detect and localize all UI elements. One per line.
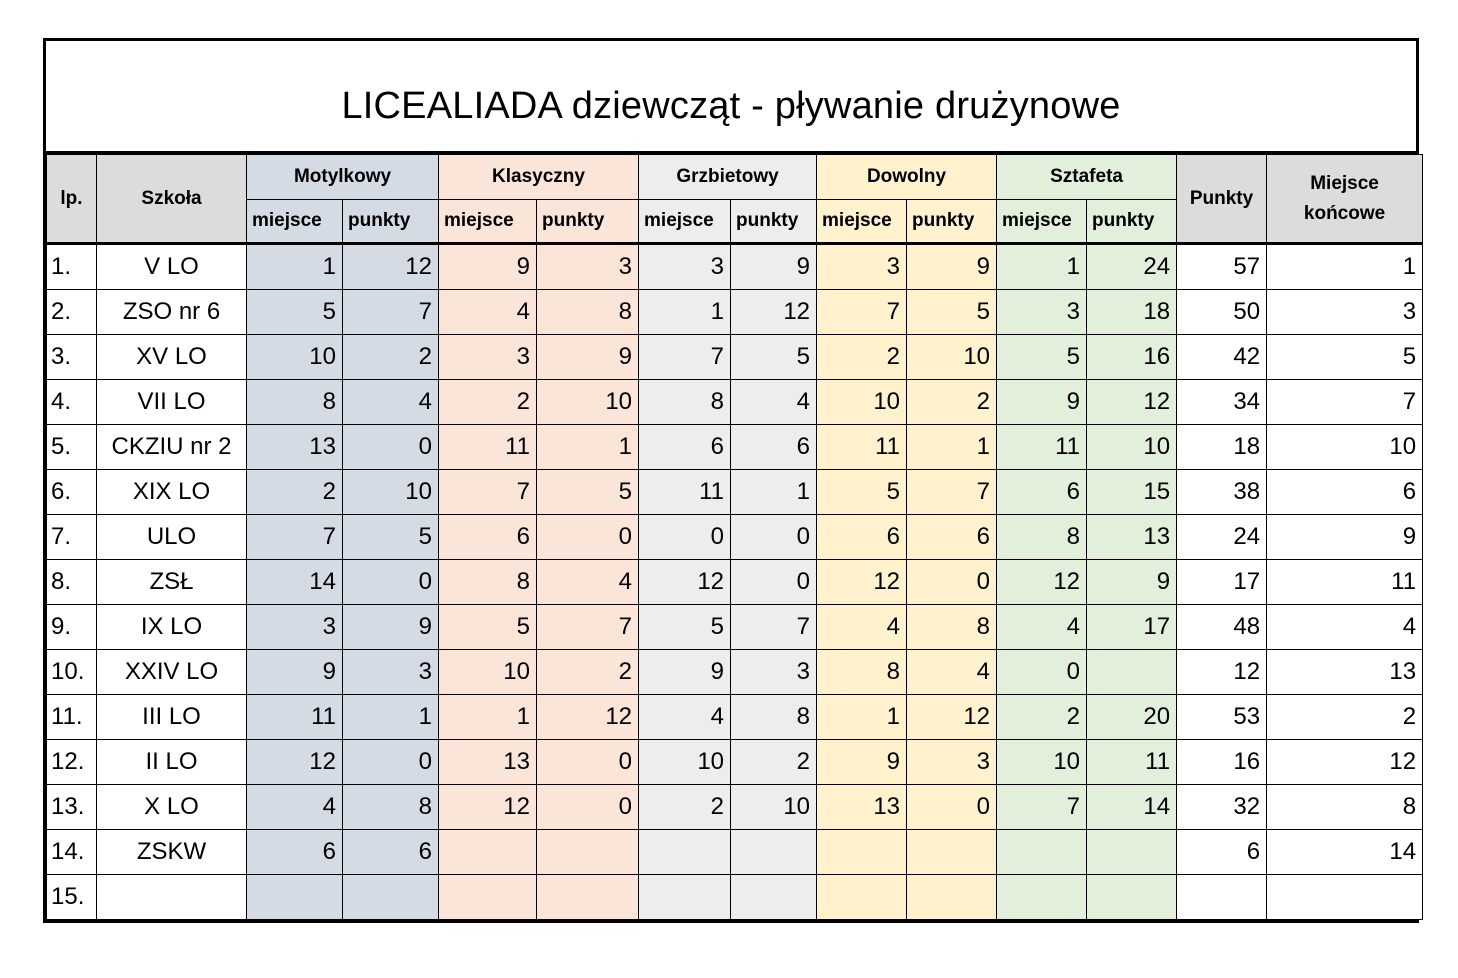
dowolny-place-cell: 10	[817, 380, 907, 425]
klasyczny-place-cell	[439, 875, 537, 920]
grzbietowy-place-cell: 7	[639, 335, 731, 380]
motylkowy-points-cell: 10	[343, 470, 439, 515]
sztafeta-place-cell: 12	[997, 560, 1087, 605]
grzbietowy-points-cell: 7	[731, 605, 817, 650]
sztafeta-place-cell: 5	[997, 335, 1087, 380]
klasyczny-place-cell: 3	[439, 335, 537, 380]
grzbietowy-place-cell: 5	[639, 605, 731, 650]
sztafeta-points-cell	[1087, 650, 1177, 695]
sztafeta-points-cell: 18	[1087, 290, 1177, 335]
motylkowy-place-cell: 11	[247, 695, 343, 740]
klasyczny-points-cell: 10	[537, 380, 639, 425]
row-number: 10.	[47, 650, 97, 695]
klasyczny-points-cell: 8	[537, 290, 639, 335]
total-points-cell: 57	[1177, 244, 1267, 290]
dowolny-place-cell: 3	[817, 244, 907, 290]
row-number: 9.	[47, 605, 97, 650]
header-points-sub: punkty	[343, 200, 439, 244]
dowolny-place-cell: 9	[817, 740, 907, 785]
sztafeta-points-cell: 20	[1087, 695, 1177, 740]
klasyczny-place-cell: 5	[439, 605, 537, 650]
sztafeta-place-cell: 11	[997, 425, 1087, 470]
total-points-cell: 17	[1177, 560, 1267, 605]
grzbietowy-place-cell: 9	[639, 650, 731, 695]
klasyczny-place-cell: 7	[439, 470, 537, 515]
dowolny-place-cell: 7	[817, 290, 907, 335]
table-row	[47, 515, 1423, 560]
sztafeta-place-cell: 4	[997, 605, 1087, 650]
klasyczny-points-cell: 1	[537, 425, 639, 470]
klasyczny-points-cell: 3	[537, 244, 639, 290]
results-table	[46, 154, 1423, 920]
sztafeta-points-cell: 10	[1087, 425, 1177, 470]
final-place-cell: 5	[1267, 335, 1423, 380]
dowolny-place-cell: 4	[817, 605, 907, 650]
header-points: Punkty	[1177, 155, 1267, 244]
dowolny-place-cell	[817, 830, 907, 875]
final-place-cell: 4	[1267, 605, 1423, 650]
dowolny-points-cell	[907, 830, 997, 875]
header-event: Motylkowy	[247, 155, 439, 200]
motylkowy-place-cell: 6	[247, 830, 343, 875]
row-number: 3.	[47, 335, 97, 380]
klasyczny-place-cell: 4	[439, 290, 537, 335]
motylkowy-place-cell: 12	[247, 740, 343, 785]
dowolny-points-cell: 7	[907, 470, 997, 515]
grzbietowy-place-cell: 10	[639, 740, 731, 785]
final-place-cell: 10	[1267, 425, 1423, 470]
dowolny-place-cell: 13	[817, 785, 907, 830]
table-row	[47, 335, 1423, 380]
klasyczny-points-cell	[537, 875, 639, 920]
grzbietowy-points-cell: 4	[731, 380, 817, 425]
dowolny-place-cell: 5	[817, 470, 907, 515]
header-points-sub: punkty	[731, 200, 817, 244]
header-event: Grzbietowy	[639, 155, 817, 200]
grzbietowy-place-cell: 4	[639, 695, 731, 740]
total-points-cell	[1177, 875, 1267, 920]
final-place-cell: 9	[1267, 515, 1423, 560]
dowolny-points-cell: 0	[907, 785, 997, 830]
school-name: XIX LO	[97, 470, 247, 515]
table-row	[47, 785, 1423, 830]
grzbietowy-points-cell: 10	[731, 785, 817, 830]
motylkowy-place-cell: 14	[247, 560, 343, 605]
dowolny-points-cell: 9	[907, 244, 997, 290]
final-place-cell: 12	[1267, 740, 1423, 785]
motylkowy-points-cell: 7	[343, 290, 439, 335]
row-number: 7.	[47, 515, 97, 560]
grzbietowy-points-cell: 2	[731, 740, 817, 785]
motylkowy-points-cell: 12	[343, 244, 439, 290]
header-place-sub: miejsce	[997, 200, 1087, 244]
school-name: III LO	[97, 695, 247, 740]
sztafeta-points-cell: 15	[1087, 470, 1177, 515]
motylkowy-points-cell: 1	[343, 695, 439, 740]
final-place-cell: 14	[1267, 830, 1423, 875]
sztafeta-place-cell: 10	[997, 740, 1087, 785]
dowolny-points-cell: 5	[907, 290, 997, 335]
final-place-cell: 2	[1267, 695, 1423, 740]
total-points-cell: 6	[1177, 830, 1267, 875]
motylkowy-place-cell: 13	[247, 425, 343, 470]
dowolny-points-cell: 8	[907, 605, 997, 650]
total-points-cell: 16	[1177, 740, 1267, 785]
row-number: 11.	[47, 695, 97, 740]
school-name: IX LO	[97, 605, 247, 650]
row-number: 4.	[47, 380, 97, 425]
grzbietowy-points-cell	[731, 875, 817, 920]
table-row	[47, 425, 1423, 470]
klasyczny-points-cell: 0	[537, 515, 639, 560]
sztafeta-points-cell: 24	[1087, 244, 1177, 290]
school-name: X LO	[97, 785, 247, 830]
grzbietowy-place-cell	[639, 830, 731, 875]
klasyczny-points-cell: 4	[537, 560, 639, 605]
dowolny-place-cell: 8	[817, 650, 907, 695]
results-sheet	[43, 38, 1419, 923]
sheet-title: LICEALIADA dziewcząt - pływanie drużynowe	[341, 84, 1121, 127]
sztafeta-points-cell: 17	[1087, 605, 1177, 650]
final-place-cell: 8	[1267, 785, 1423, 830]
motylkowy-points-cell: 9	[343, 605, 439, 650]
final-place-cell: 1	[1267, 244, 1423, 290]
sztafeta-points-cell	[1087, 830, 1177, 875]
total-points-cell: 53	[1177, 695, 1267, 740]
dowolny-place-cell	[817, 875, 907, 920]
dowolny-place-cell: 1	[817, 695, 907, 740]
school-name: CKZIU nr 2	[97, 425, 247, 470]
grzbietowy-points-cell: 5	[731, 335, 817, 380]
sztafeta-place-cell: 2	[997, 695, 1087, 740]
table-row	[47, 470, 1423, 515]
motylkowy-place-cell: 7	[247, 515, 343, 560]
klasyczny-points-cell: 0	[537, 785, 639, 830]
grzbietowy-place-cell: 6	[639, 425, 731, 470]
total-points-cell: 12	[1177, 650, 1267, 695]
row-number: 13.	[47, 785, 97, 830]
motylkowy-place-cell: 8	[247, 380, 343, 425]
klasyczny-points-cell: 5	[537, 470, 639, 515]
klasyczny-place-cell	[439, 830, 537, 875]
table-row	[47, 740, 1423, 785]
klasyczny-points-cell: 0	[537, 740, 639, 785]
total-points-cell: 18	[1177, 425, 1267, 470]
row-number: 8.	[47, 560, 97, 605]
total-points-cell: 34	[1177, 380, 1267, 425]
total-points-cell: 50	[1177, 290, 1267, 335]
motylkowy-place-cell	[247, 875, 343, 920]
dowolny-points-cell: 10	[907, 335, 997, 380]
klasyczny-place-cell: 13	[439, 740, 537, 785]
grzbietowy-place-cell: 8	[639, 380, 731, 425]
row-number: 6.	[47, 470, 97, 515]
header-final-place: Miejsce końcowe	[1267, 155, 1423, 244]
school-name: V LO	[97, 244, 247, 290]
header-place-sub: miejsce	[817, 200, 907, 244]
motylkowy-points-cell: 5	[343, 515, 439, 560]
klasyczny-place-cell: 11	[439, 425, 537, 470]
motylkowy-place-cell: 10	[247, 335, 343, 380]
header-event: Klasyczny	[439, 155, 639, 200]
dowolny-points-cell: 12	[907, 695, 997, 740]
final-place-cell	[1267, 875, 1423, 920]
dowolny-points-cell: 1	[907, 425, 997, 470]
motylkowy-points-cell: 0	[343, 560, 439, 605]
school-name: ULO	[97, 515, 247, 560]
table-row	[47, 875, 1423, 920]
row-number: 14.	[47, 830, 97, 875]
sztafeta-points-cell: 11	[1087, 740, 1177, 785]
school-name: XV LO	[97, 335, 247, 380]
grzbietowy-place-cell: 0	[639, 515, 731, 560]
grzbietowy-points-cell: 3	[731, 650, 817, 695]
klasyczny-place-cell: 9	[439, 244, 537, 290]
dowolny-place-cell: 2	[817, 335, 907, 380]
row-number: 5.	[47, 425, 97, 470]
motylkowy-place-cell: 4	[247, 785, 343, 830]
total-points-cell: 38	[1177, 470, 1267, 515]
school-name: II LO	[97, 740, 247, 785]
motylkowy-points-cell: 3	[343, 650, 439, 695]
sztafeta-place-cell: 6	[997, 470, 1087, 515]
dowolny-points-cell: 0	[907, 560, 997, 605]
total-points-cell: 24	[1177, 515, 1267, 560]
header-school: Szkoła	[97, 155, 247, 244]
table-row	[47, 650, 1423, 695]
row-number: 15.	[47, 875, 97, 920]
final-place-cell: 11	[1267, 560, 1423, 605]
klasyczny-points-cell: 9	[537, 335, 639, 380]
grzbietowy-points-cell: 9	[731, 244, 817, 290]
school-name: ZSKW	[97, 830, 247, 875]
total-points-cell: 32	[1177, 785, 1267, 830]
sztafeta-place-cell: 7	[997, 785, 1087, 830]
klasyczny-points-cell: 7	[537, 605, 639, 650]
header-points-sub: punkty	[537, 200, 639, 244]
dowolny-points-cell: 2	[907, 380, 997, 425]
sztafeta-place-cell: 1	[997, 244, 1087, 290]
sztafeta-points-cell: 9	[1087, 560, 1177, 605]
klasyczny-place-cell: 6	[439, 515, 537, 560]
row-number: 12.	[47, 740, 97, 785]
motylkowy-place-cell: 2	[247, 470, 343, 515]
dowolny-place-cell: 12	[817, 560, 907, 605]
school-name: VII LO	[97, 380, 247, 425]
klasyczny-place-cell: 1	[439, 695, 537, 740]
grzbietowy-place-cell	[639, 875, 731, 920]
table-row	[47, 244, 1423, 290]
klasyczny-place-cell: 12	[439, 785, 537, 830]
grzbietowy-points-cell: 0	[731, 560, 817, 605]
motylkowy-points-cell: 6	[343, 830, 439, 875]
final-place-cell: 3	[1267, 290, 1423, 335]
final-place-cell: 7	[1267, 380, 1423, 425]
school-name: ZSŁ	[97, 560, 247, 605]
motylkowy-place-cell: 9	[247, 650, 343, 695]
klasyczny-place-cell: 10	[439, 650, 537, 695]
sztafeta-place-cell: 3	[997, 290, 1087, 335]
header-lp: lp.	[47, 155, 97, 244]
dowolny-points-cell	[907, 875, 997, 920]
dowolny-points-cell: 6	[907, 515, 997, 560]
grzbietowy-points-cell	[731, 830, 817, 875]
grzbietowy-place-cell: 1	[639, 290, 731, 335]
grzbietowy-points-cell: 0	[731, 515, 817, 560]
sztafeta-place-cell	[997, 875, 1087, 920]
grzbietowy-points-cell: 1	[731, 470, 817, 515]
motylkowy-points-cell: 0	[343, 740, 439, 785]
header-points-sub: punkty	[1087, 200, 1177, 244]
klasyczny-points-cell: 12	[537, 695, 639, 740]
sztafeta-points-cell: 12	[1087, 380, 1177, 425]
table-row	[47, 830, 1423, 875]
dowolny-points-cell: 4	[907, 650, 997, 695]
row-number: 2.	[47, 290, 97, 335]
row-number: 1.	[47, 244, 97, 290]
grzbietowy-place-cell: 3	[639, 244, 731, 290]
sztafeta-place-cell: 9	[997, 380, 1087, 425]
school-name: XXIV LO	[97, 650, 247, 695]
klasyczny-points-cell: 2	[537, 650, 639, 695]
motylkowy-points-cell: 4	[343, 380, 439, 425]
title-row	[46, 41, 1416, 154]
dowolny-place-cell: 11	[817, 425, 907, 470]
grzbietowy-place-cell: 12	[639, 560, 731, 605]
header-event: Dowolny	[817, 155, 997, 200]
grzbietowy-points-cell: 12	[731, 290, 817, 335]
school-name	[97, 875, 247, 920]
table-row	[47, 695, 1423, 740]
sztafeta-place-cell: 8	[997, 515, 1087, 560]
sztafeta-points-cell: 13	[1087, 515, 1177, 560]
header-place-sub: miejsce	[247, 200, 343, 244]
header-points-sub: punkty	[907, 200, 997, 244]
final-place-cell: 6	[1267, 470, 1423, 515]
grzbietowy-points-cell: 8	[731, 695, 817, 740]
motylkowy-points-cell: 2	[343, 335, 439, 380]
sztafeta-points-cell: 16	[1087, 335, 1177, 380]
sztafeta-points-cell: 14	[1087, 785, 1177, 830]
motylkowy-points-cell: 0	[343, 425, 439, 470]
klasyczny-place-cell: 8	[439, 560, 537, 605]
motylkowy-place-cell: 3	[247, 605, 343, 650]
grzbietowy-place-cell: 11	[639, 470, 731, 515]
motylkowy-place-cell: 1	[247, 244, 343, 290]
motylkowy-place-cell: 5	[247, 290, 343, 335]
table-row	[47, 290, 1423, 335]
header-place-sub: miejsce	[439, 200, 537, 244]
header-event: Sztafeta	[997, 155, 1177, 200]
motylkowy-points-cell: 8	[343, 785, 439, 830]
school-name: ZSO nr 6	[97, 290, 247, 335]
table-row	[47, 560, 1423, 605]
total-points-cell: 48	[1177, 605, 1267, 650]
final-place-cell: 13	[1267, 650, 1423, 695]
klasyczny-points-cell	[537, 830, 639, 875]
sztafeta-place-cell: 0	[997, 650, 1087, 695]
motylkowy-points-cell	[343, 875, 439, 920]
table-row	[47, 380, 1423, 425]
sztafeta-place-cell	[997, 830, 1087, 875]
klasyczny-place-cell: 2	[439, 380, 537, 425]
dowolny-points-cell: 3	[907, 740, 997, 785]
grzbietowy-place-cell: 2	[639, 785, 731, 830]
dowolny-place-cell: 6	[817, 515, 907, 560]
header-place-sub: miejsce	[639, 200, 731, 244]
sztafeta-points-cell	[1087, 875, 1177, 920]
total-points-cell: 42	[1177, 335, 1267, 380]
grzbietowy-points-cell: 6	[731, 425, 817, 470]
table-row	[47, 605, 1423, 650]
